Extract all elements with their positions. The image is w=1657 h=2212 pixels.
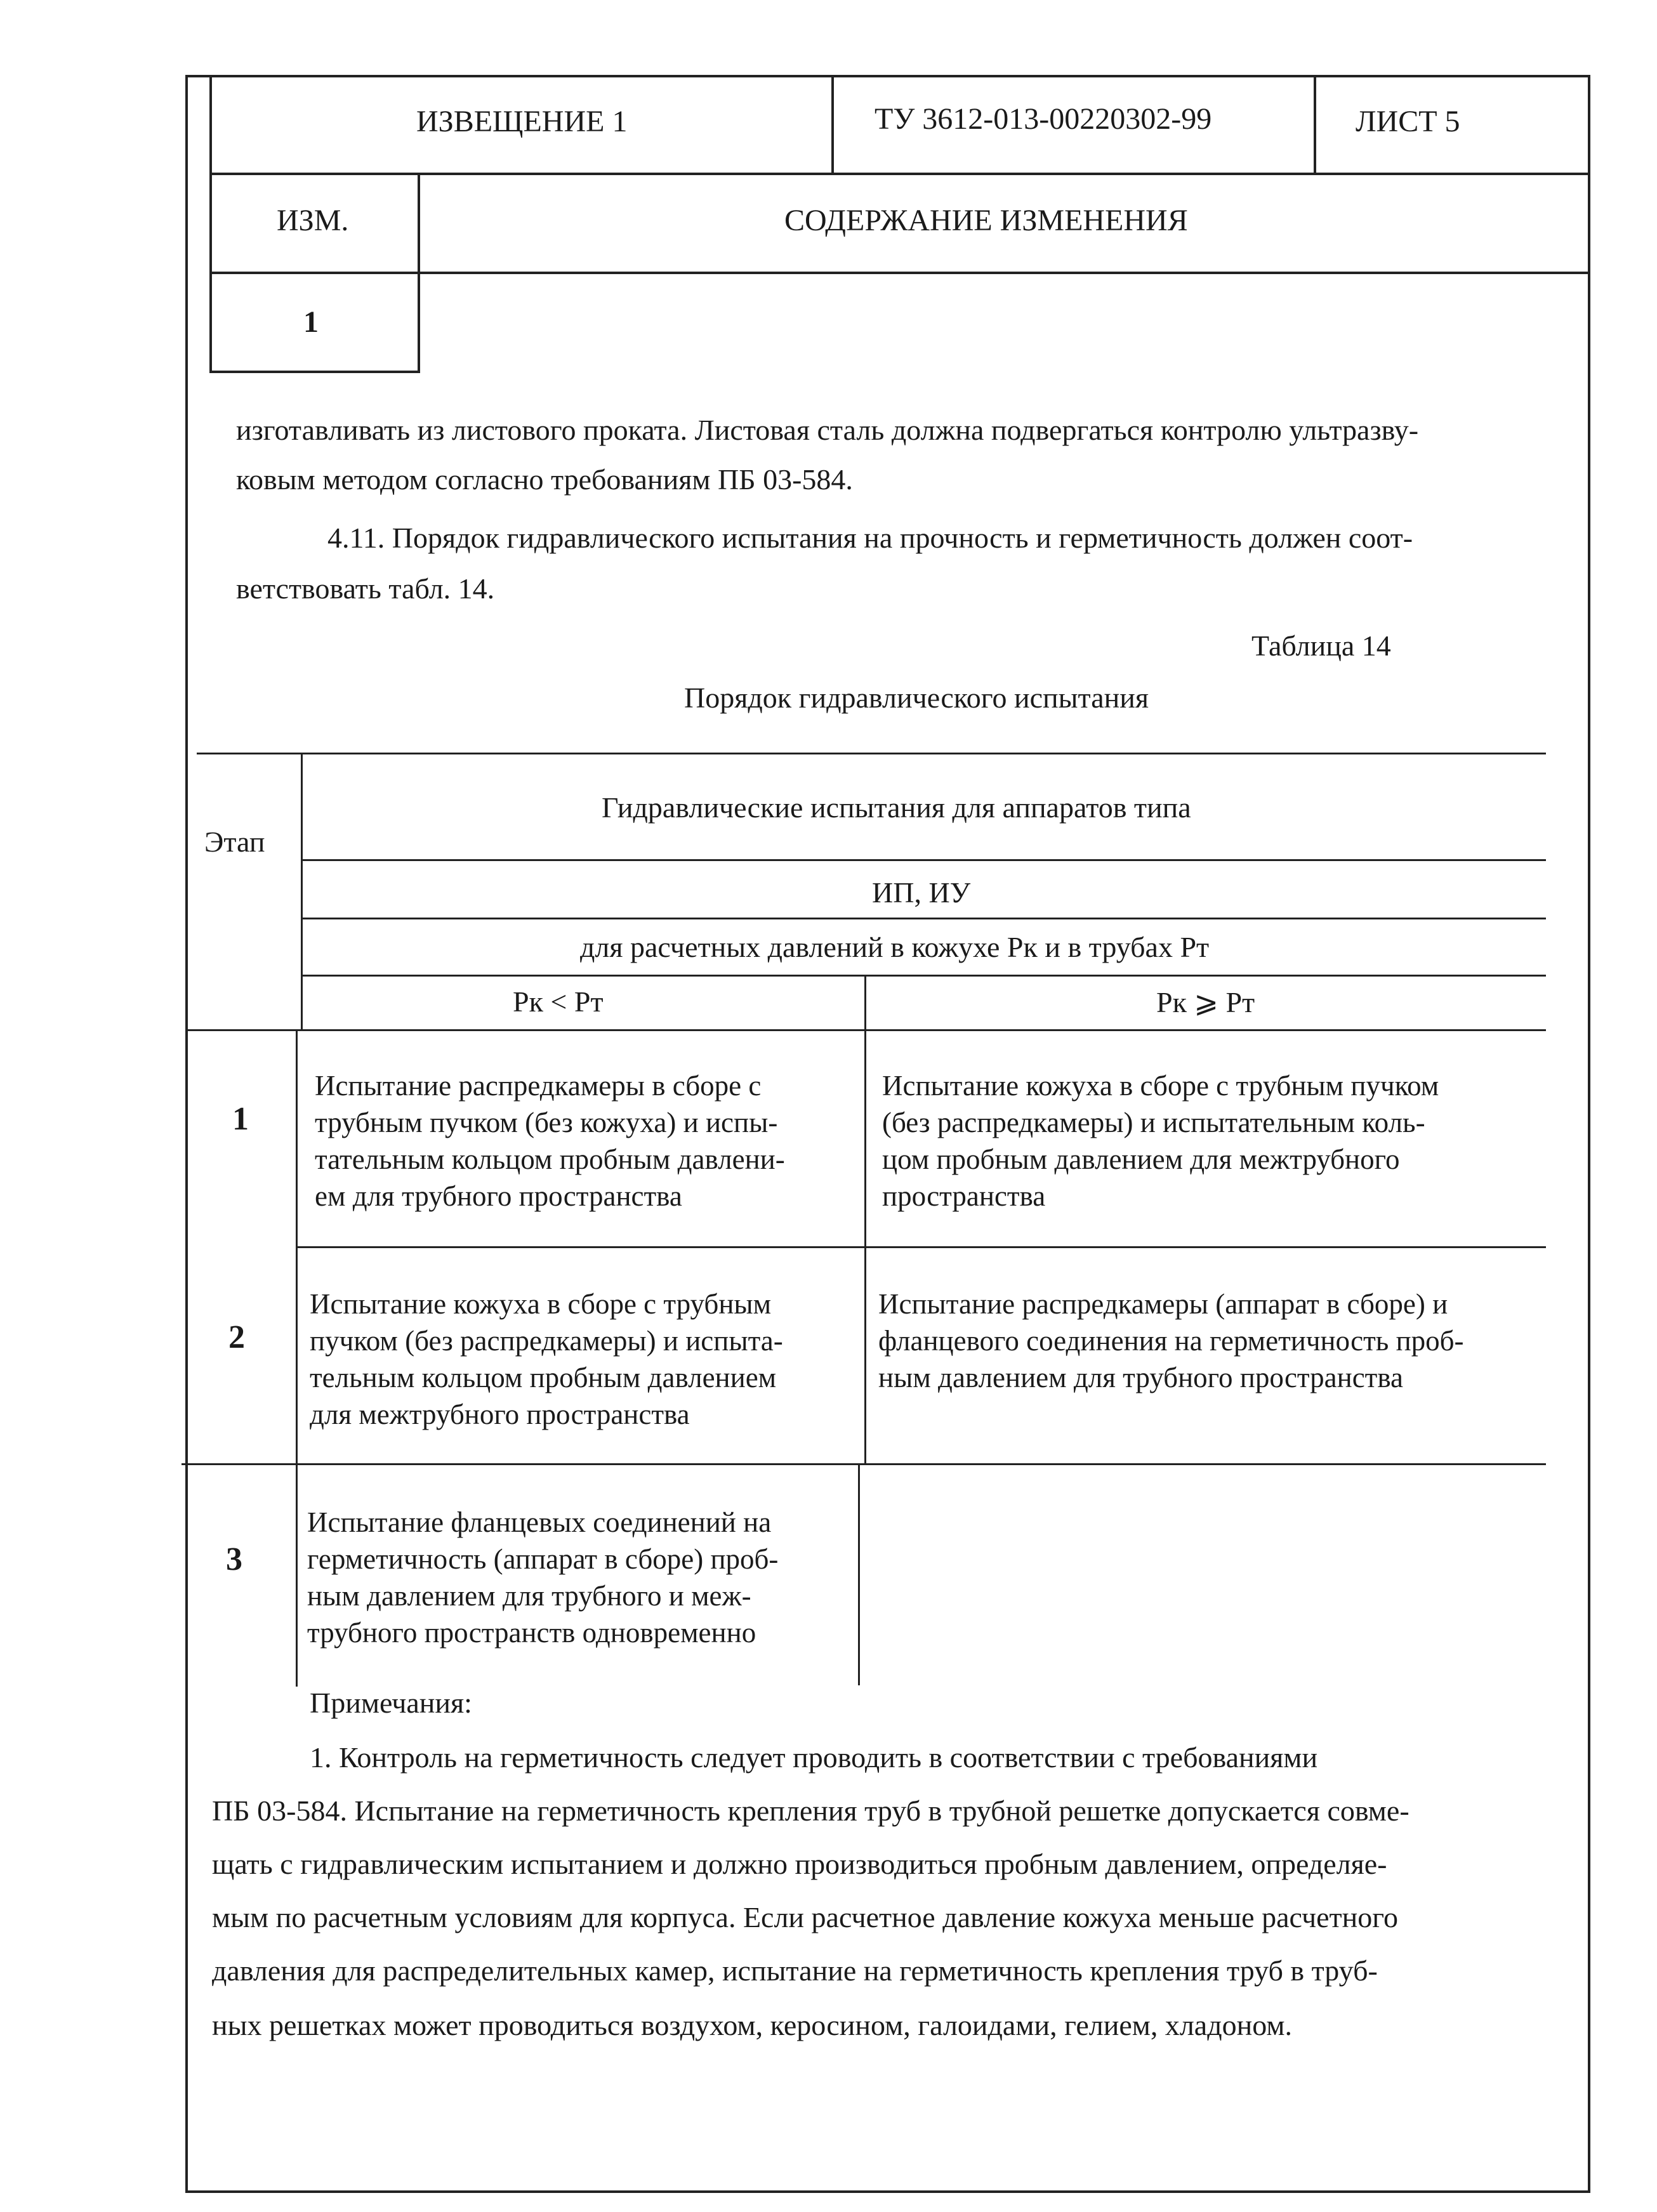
intro-line-1: изготавливать из листового проката. Листовая сталь должна подвергаться контролю ультразву- bbox=[236, 414, 1419, 446]
row2-right-line: ным давлением для трубного пространства bbox=[878, 1362, 1403, 1393]
table-title: Порядок гидравлического испытания bbox=[684, 681, 1149, 714]
row2-left-line: для межтрубного пространства bbox=[310, 1399, 690, 1430]
note-line: ных решетках может проводиться воздухом, керосином, галоидами, гелием, хладоном. bbox=[212, 2009, 1292, 2041]
table-col-stage-lower bbox=[296, 1029, 298, 1687]
group-header: Гидравлические испытания для аппаратов типа bbox=[602, 791, 1191, 824]
row2-left-line: пучком (без распредкамеры) и испыта- bbox=[310, 1325, 783, 1357]
stage-1: 1 bbox=[232, 1101, 249, 1137]
types-header: ИП, ИУ bbox=[872, 876, 971, 909]
header-col-line-1 bbox=[831, 75, 834, 175]
stage-header: Этап bbox=[204, 826, 265, 858]
table-number: Таблица 14 bbox=[1251, 629, 1391, 662]
row1-right-line: (без распредкамеры) и испытательным коль- bbox=[882, 1107, 1425, 1138]
col-left-header: Рк < Рт bbox=[513, 985, 604, 1018]
row2-left-line: Испытание кожуха в сборе с трубным bbox=[310, 1288, 772, 1320]
izm-label: ИЗМ. bbox=[277, 204, 349, 237]
header-divider-3 bbox=[209, 371, 419, 373]
note-line: щать с гидравлическим испытанием и должно производиться пробным давлением, определяе- bbox=[212, 1848, 1387, 1880]
table-col-mid-row3 bbox=[858, 1463, 860, 1685]
stage-3: 3 bbox=[226, 1541, 242, 1577]
note-line: 1. Контроль на герметичность следует проводить в соответствии с требованиями bbox=[310, 1741, 1318, 1774]
row1-left-line: Испытание распредкамеры в сборе с bbox=[315, 1070, 762, 1102]
row3-left-line: трубного пространств одновременно bbox=[307, 1617, 756, 1649]
row1-right-line: цом пробным давлением для межтрубного bbox=[882, 1143, 1400, 1175]
table-line-types bbox=[301, 918, 1546, 919]
row2-left bbox=[310, 1286, 855, 1433]
table-line-row2-bottom bbox=[182, 1463, 1546, 1465]
row2-right-line: Испытание распредкамеры (аппарат в сборе) и bbox=[878, 1288, 1448, 1320]
notes-title: Примечания: bbox=[310, 1687, 472, 1719]
note-line: мым по расчетным условиям для корпуса. Если расчетное давление кожуха меньше расчетного bbox=[212, 1901, 1398, 1933]
row1-right-line: Испытание кожуха в сборе с трубным пучком bbox=[882, 1070, 1439, 1102]
intro-line-2: ковым методом согласно требованиям ПБ 03-584. bbox=[236, 463, 853, 496]
row3-left-line: герметичность (аппарат в сборе) проб- bbox=[307, 1543, 779, 1575]
table-line-group bbox=[301, 859, 1546, 861]
intro-line-4: ветствовать табл. 14. bbox=[236, 572, 495, 605]
stage-2: 2 bbox=[228, 1319, 245, 1355]
row3-left-line: Испытание фланцевых соединений на bbox=[307, 1506, 772, 1538]
header-divider-2 bbox=[209, 272, 1590, 274]
row2-right bbox=[878, 1286, 1545, 1396]
content-label: СОДЕРЖАНИЕ ИЗМЕНЕНИЯ bbox=[784, 204, 1188, 237]
pressure-header: для расчетных давлений в кожухе Рк и в трубах Рт bbox=[580, 931, 1210, 963]
note-line: давления для распределительных камер, испытание на герметичность крепления труб в труб- bbox=[212, 1954, 1378, 1987]
table-line-pressure bbox=[301, 975, 1546, 977]
header-divider-1 bbox=[209, 173, 1590, 175]
header-col-line-2 bbox=[1314, 75, 1316, 175]
table-col-mid bbox=[864, 975, 866, 1463]
header-left-edge bbox=[209, 75, 212, 373]
tu-label: ТУ 3612-013-00220302-99 bbox=[875, 102, 1212, 136]
table-line-header-bottom bbox=[187, 1029, 1546, 1031]
notice-label: ИЗВЕЩЕНИЕ 1 bbox=[416, 105, 628, 138]
row1-left-line: трубным пучком (без кожуха) и испы- bbox=[315, 1107, 778, 1138]
row2-left-line: тельным кольцом пробным давлением bbox=[310, 1362, 777, 1393]
row1-left-line: ем для трубного пространства bbox=[315, 1180, 682, 1212]
table-top-line bbox=[197, 753, 1546, 754]
row1-right-line: пространства bbox=[882, 1180, 1046, 1212]
sheet-label: ЛИСТ 5 bbox=[1356, 105, 1460, 138]
row1-left-line: тательным кольцом пробным давлени- bbox=[315, 1143, 785, 1175]
table-col-stage bbox=[301, 753, 303, 1029]
note-line: ПБ 03-584. Испытание на герметичность крепления труб в трубной решетке допускается совме- bbox=[212, 1794, 1409, 1827]
intro-line-3: 4.11. Порядок гидравлического испытания на прочность и герметичность должен соот- bbox=[327, 522, 1413, 554]
izm-number: 1 bbox=[303, 305, 319, 339]
header-col-line-3 bbox=[418, 173, 420, 373]
row1-right bbox=[882, 1067, 1542, 1215]
table-line-row1-bottom bbox=[296, 1246, 1546, 1248]
row2-right-line: фланцевого соединения на герметичность проб- bbox=[878, 1325, 1464, 1357]
row3-left bbox=[307, 1504, 853, 1651]
row3-left-line: ным давлением для трубного и меж- bbox=[307, 1580, 751, 1612]
row1-left bbox=[315, 1067, 854, 1215]
col-right-header: Рк ⩾ Рт bbox=[1156, 986, 1255, 1018]
